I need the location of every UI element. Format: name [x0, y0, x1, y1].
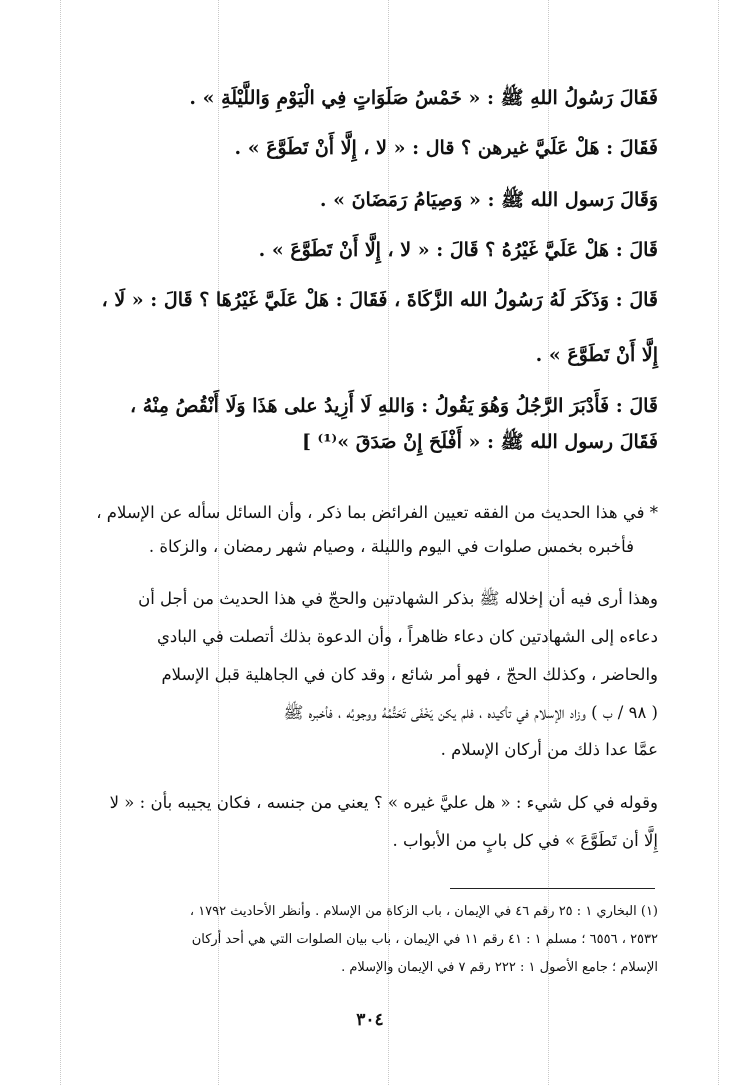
hadith-line-7: قَالَ : فَأَدْبَرَ الرَّجُلُ وَهُوَ يَقُولُ : وَاللهِ لَا أَزِيدُ على هَذَا وَلَا أَنْقُصُ مِنْهُ ،: [130, 395, 658, 417]
footnote-line-2: ٢٥٣٢ ، ٦٥٥٦ ؛ مسلم ١ : ٤١ رقم ١١ في الإيمان ، باب بيان الصلوات التي هي أحد أركان: [191, 932, 658, 947]
paragraph-2-line-4: ( ٩٨ / ب ) وزاد الإسلام في تأكيده ، فلم يكن يَخْفَى تَحَتُّمُهُ ووجوبُه ، فأخبره ﷺ: [283, 703, 658, 722]
paragraph-2-line-1: وهذا أرى فيه أن إخلاله ﷺ بذكر الشهادتين والحجّ في هذا الحديث من أجل أن: [138, 589, 658, 608]
paragraph-2-line-3: والحاضر ، وكذلك الحجّ ، فهو أمر شائع ، وقد كان في الجاهلية قبل الإسلام: [161, 665, 658, 684]
hadith-line-8: فَقَالَ رسول الله ﷺ : « أَفْلَحَ إِنْ صَدَقَ »⁽¹⁾ ]: [301, 431, 658, 453]
paragraph-3-line-1: وقوله في كل شيء : « هل عليَّ غيره » ؟ يعني من جنسه ، فكان يجيبه بأن : « لا: [109, 793, 658, 812]
footnote-line-1: (١) البخاري ١ : ٢٥ رقم ٤٦ في الإيمان ، باب الزكاة من الإسلام . وأنظر الأحاديث ١٧٩٢ ،: [189, 904, 658, 919]
hadith-line-4: قَالَ : هَلْ عَلَيَّ غَيْرُهُ ؟ قَالَ : « لا ، إِلَّا أَنْ تَطَوَّعَ » .: [258, 239, 658, 261]
hadith-line-5: قَالَ : وَذَكَرَ لَهُ رَسُولُ الله الزَّكَاةَ ، فَقَالَ : هَلْ عَلَيَّ غَيْرُهَا ؟ قَالَ : « لَا ،: [101, 289, 658, 311]
paragraph-1-line-2: فأخبره بخمس صلوات في اليوم والليلة ، وصيام شهر رمضان ، والزكاة .: [148, 537, 634, 556]
paragraph-2-line-2: دعاءه إلى الشهادتين كان دعاء ظاهراً ، وأن الدعوة بذلك أتصلت في البادي: [156, 627, 658, 646]
hadith-line-6: إِلَّا أَنْ تَطَوَّعَ » .: [535, 344, 658, 366]
paragraph-2-line-5: عمَّا عدا ذلك من أركان الإسلام .: [440, 740, 658, 759]
hadith-line-1: فَقَالَ رَسُولُ اللهِ ﷺ : « خَمْسُ صَلَوَاتٍ فِي الْيَوْمِ وَاللَّيْلَةِ » .: [189, 87, 658, 109]
scan-guide-line: [60, 0, 61, 1085]
scan-guide-line: [718, 0, 719, 1085]
footnote-separator: [450, 888, 655, 889]
footnote-line-3: الإسلام ؛ جامع الأصول ١ : ٢٢٢ رقم ٧ في الإيمان والإسلام .: [341, 960, 658, 975]
hadith-line-2: فَقَالَ : هَلْ عَلَيَّ غيرهن ؟ قال : « لا ، إِلَّا أَنْ تَطَوَّعَ » .: [234, 137, 658, 159]
page-number: ٣٠٤: [356, 1010, 384, 1030]
hadith-line-3: وَقَالَ رَسول الله ﷺ : « وَصِيَامُ رَمَضَانَ » .: [319, 189, 658, 211]
paragraph-3-line-2: إِلَّا أن تَطَوَّعَ » في كل بابٍ من الأبواب .: [392, 831, 658, 850]
paragraph-1-line-1: * في هذا الحديث من الفقه تعيين الفرائض بما ذكر ، وأن السائل سأله عن الإسلام ،: [96, 503, 658, 522]
